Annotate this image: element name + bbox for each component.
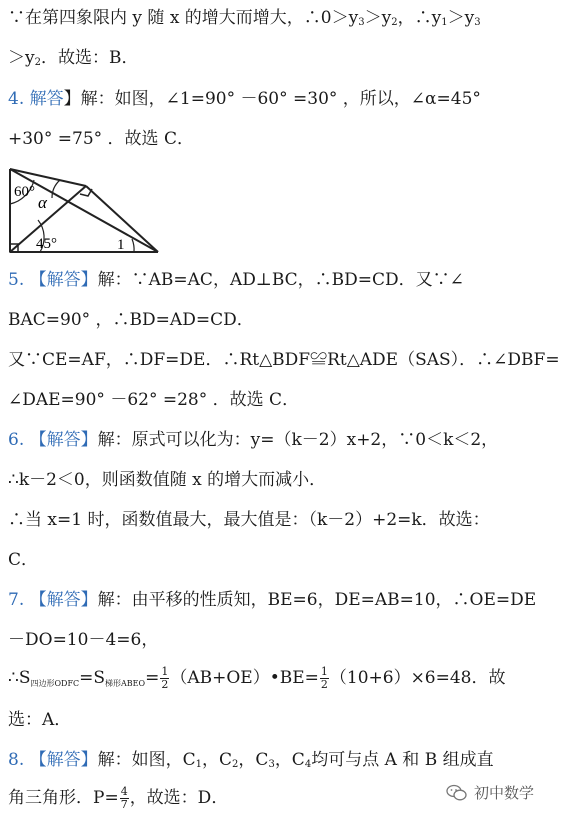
watermark-text: 初中数学 [474, 784, 535, 802]
q6-line: 6. 【解答】解：原式可以化为：y=（k－2）x+2，∵0＜k＜2， [8, 430, 499, 450]
q6-line: ∴k－2＜0，则函数值随 x 的增大而减小． [8, 470, 327, 490]
hypotenuse [10, 169, 158, 252]
angle-alpha-label: α [38, 193, 47, 212]
q8-line: 8. 【解答】解：如图，$C_1$，$C_2$，$C_3$，$C_4$均可与点 A 和 B 组成直 [8, 750, 494, 770]
q7-line: 7. 【解答】解：由平移的性质知，BE=6，DE=AB=10，∴OE=DE [8, 590, 537, 610]
q6-line: ∴当 x=1 时，函数值最大，最大值是：（k－2）+2=k．故选： [8, 510, 490, 530]
q7-line: －DO=10－4=6， [8, 630, 159, 650]
q5-line: BAC=90° ，∴BD=AD=CD． [8, 310, 254, 330]
q6-answer-tag: 【解答】 [29, 430, 98, 450]
angle-45-label: 45° [36, 236, 57, 252]
wechat-icon [446, 784, 468, 802]
angle-1-label: 1 [117, 237, 125, 253]
angle-60-label: 60° [14, 184, 35, 200]
text-line: $>y_2$．故选：B． [8, 48, 139, 68]
fraction: $\frac{1}{2}$ [161, 665, 169, 691]
triangle-figure [4, 164, 164, 260]
q4-line: +30° =75° ．故选 C． [8, 129, 194, 149]
text-line: ∵在第四象限内 y 随 x 的增大而增大，$\therefore 0>y_3>y_2$，$\therefore y_1>y_3$ [8, 8, 481, 28]
q5-line: 5. 【解答】解：∵AB=AC，AD⊥BC，∴BD=CD．又∵∠ [8, 270, 464, 290]
q4-line: 4. 解答】解：如图，∠1=90° －60° =30° ，所以，∠α=45° [8, 89, 481, 109]
q5-line: 又∵CE=AF，∴DF=DE．∴Rt△BDF≌Rt△ADE（SAS）．∴∠DBF= [8, 350, 560, 370]
watermark [446, 782, 534, 803]
q8-line: 角三角形．P= $\frac{4}{7}$ ，故选：D． [8, 785, 229, 811]
q5-answer-tag: 【解答】 [29, 270, 98, 290]
fraction: $\frac{4}{7}$ [120, 785, 128, 811]
q7-formula-line: $\therefore S_{四边形ODFC}=S_{梯形ABEO}=$ $\frac{1}{2}$ （AB+OE）•BE= $\frac{1}{2}$ （10+6）×6=48．故 [8, 665, 506, 691]
q8-answer-tag: 【解答】 [29, 750, 98, 770]
fraction: $\frac{1}{2}$ [320, 665, 328, 691]
q6-line: C． [8, 550, 39, 570]
q7-line: 选：A． [8, 710, 72, 730]
q7-answer-tag: 【解答】 [29, 590, 98, 610]
q5-line: ∠DAE=90° －62° =28° ．故选 C． [8, 390, 300, 410]
q4-answer-tag: 解答 [29, 89, 64, 109]
